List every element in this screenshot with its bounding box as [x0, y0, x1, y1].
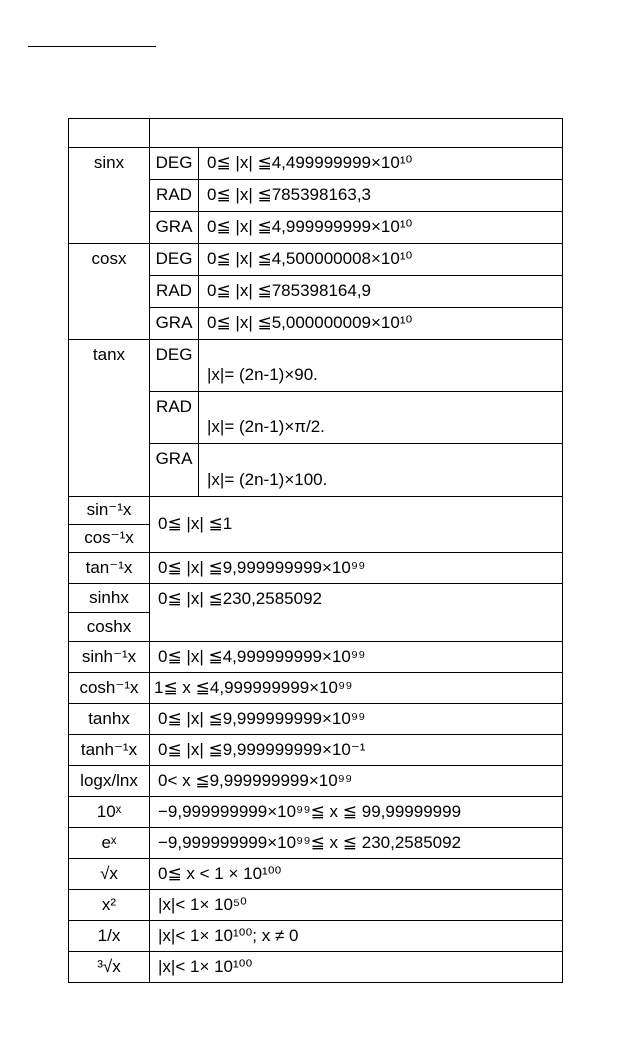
range-value: 0≦ |x| ≦785398164,9 [199, 276, 563, 308]
table-row [69, 735, 563, 766]
top-rule [28, 46, 156, 47]
table-row [69, 497, 563, 525]
table-row [69, 859, 563, 890]
range-value: |x|= (2n-1)×100. [199, 444, 563, 497]
header-function [69, 119, 150, 148]
mode-label: RAD [150, 276, 199, 308]
table-row [69, 642, 563, 673]
fn-cube-root: ³√x [69, 952, 150, 983]
fn-square: x² [69, 890, 150, 921]
table-row [69, 244, 563, 276]
table-row [69, 584, 563, 613]
mode-label: GRA [150, 212, 199, 244]
fn-acosh: cosh⁻¹x [69, 673, 150, 704]
table-row [69, 340, 563, 392]
range-value: 0≦ |x| ≦5,000000009×10¹⁰ [199, 308, 563, 340]
table-row [69, 148, 563, 180]
header-range [150, 119, 563, 148]
fn-atan: tan⁻¹x [69, 553, 150, 584]
mode-label: RAD [150, 392, 199, 444]
table-row [69, 704, 563, 735]
mode-label: RAD [150, 180, 199, 212]
mode-label: DEG [150, 148, 199, 180]
input-range-table [68, 118, 563, 983]
range-value: 0≦ |x| ≦9,999999999×10⁹⁹ [150, 553, 563, 584]
range-value: |x|< 1× 10⁵⁰ [150, 890, 563, 921]
table-row [69, 828, 563, 859]
range-value: 0≦ |x| ≦785398163,3 [199, 180, 563, 212]
fn-reciprocal: 1/x [69, 921, 150, 952]
fn-log-ln: logx/lnx [69, 766, 150, 797]
fn-tan: tanx [69, 340, 150, 497]
range-value: |x|= (2n-1)×90. [199, 340, 563, 392]
range-value: 0≦ |x| ≦4,500000008×10¹⁰ [199, 244, 563, 276]
range-value: 0≦ |x| ≦4,999999999×10⁹⁹ [150, 642, 563, 673]
table-row [69, 952, 563, 983]
table-row [69, 797, 563, 828]
range-value: −9,999999999×10⁹⁹≦ x ≦ 230,2585092 [150, 828, 563, 859]
mode-label: GRA [150, 308, 199, 340]
fn-ten-power: 10ˣ [69, 797, 150, 828]
mode-label: DEG [150, 340, 199, 392]
fn-cos: cosx [69, 244, 150, 340]
range-value: 0≦ |x| ≦9,999999999×10⁻¹ [150, 735, 563, 766]
fn-sinh: sinhx [69, 584, 150, 613]
range-value: 0≦ |x| ≦9,999999999×10⁹⁹ [150, 704, 563, 735]
table-row [69, 766, 563, 797]
fn-tanh: tanhx [69, 704, 150, 735]
range-value: |x|= (2n-1)×π/2. [199, 392, 563, 444]
fn-acos: cos⁻¹x [69, 525, 150, 553]
range-value: 1≦ x ≦4,999999999×10⁹⁹ [150, 673, 563, 704]
table-row [69, 921, 563, 952]
table-row [69, 553, 563, 584]
range-value: 0≦ |x| ≦4,499999999×10¹⁰ [199, 148, 563, 180]
range-value: 0< x ≦9,999999999×10⁹⁹ [150, 766, 563, 797]
range-value: |x|< 1× 10¹⁰⁰; x ≠ 0 [150, 921, 563, 952]
table-row [69, 890, 563, 921]
fn-asinh: sinh⁻¹x [69, 642, 150, 673]
fn-sin: sinx [69, 148, 150, 244]
mode-label: DEG [150, 244, 199, 276]
fn-sqrt: √x [69, 859, 150, 890]
fn-atanh: tanh⁻¹x [69, 735, 150, 766]
range-value: 0≦ x < 1 × 10¹⁰⁰ [150, 859, 563, 890]
fn-exp: eˣ [69, 828, 150, 859]
table-header-row [69, 119, 563, 148]
range-value: 0≦ |x| ≦230,2585092 [150, 584, 563, 642]
range-value: −9,999999999×10⁹⁹≦ x ≦ 99,99999999 [150, 797, 563, 828]
range-value: 0≦ |x| ≦1 [150, 497, 563, 553]
range-value: |x|< 1× 10¹⁰⁰ [150, 952, 563, 983]
mode-label: GRA [150, 444, 199, 497]
table-row [69, 673, 563, 704]
fn-cosh: coshx [69, 613, 150, 642]
range-value: 0≦ |x| ≦4,999999999×10¹⁰ [199, 212, 563, 244]
fn-asin: sin⁻¹x [69, 497, 150, 525]
